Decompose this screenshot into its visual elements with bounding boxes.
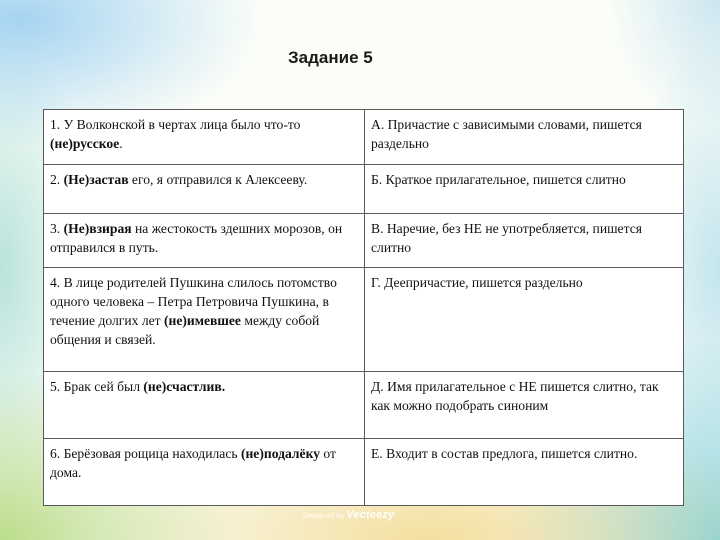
page-title: Задание 5 bbox=[288, 48, 373, 67]
table-row bbox=[44, 372, 684, 439]
table-row bbox=[44, 214, 684, 268]
highlighted-word: (не)счастлив. bbox=[143, 379, 226, 394]
task-table bbox=[43, 109, 684, 506]
highlighted-word: (не)подалёку bbox=[240, 446, 320, 461]
table-row bbox=[44, 268, 684, 372]
sentence-cell: 3. (Не)взирая на жестокость здешних морозов, он отправился в путь. bbox=[44, 214, 365, 268]
rule-cell: Е. Входит в состав предлога, пишется слитно. bbox=[365, 439, 684, 506]
sentence-cell: 1. У Волконской в чертах лица было что-то (не)русское. bbox=[44, 110, 365, 165]
rule-cell: Б. Краткое прилагательное, пишется слитно bbox=[365, 165, 684, 214]
sentence-cell: 2. (Не)застав его, я отправился к Алексееву. bbox=[44, 165, 365, 214]
rule-cell: Д. Имя прилагательное с НЕ пишется слитно, так как можно подобрать синоним bbox=[365, 372, 684, 439]
sentence-cell: 6. Берёзовая рощица находилась (не)подалёку от дома. bbox=[44, 439, 365, 506]
sentence-cell: 4. В лице родителей Пушкина слилось потомство одного человека – Петра Петровича Пушкина, в течение долгих лет (не)имевшее между собой общения и связей. bbox=[44, 268, 365, 372]
highlighted-word: (Не)застав bbox=[63, 172, 129, 187]
rule-cell: А. Причастие с зависимыми словами, пишется раздельно bbox=[365, 110, 684, 165]
table-row bbox=[44, 165, 684, 214]
sentence-cell: 5. Брак сей был (не)счастлив. bbox=[44, 372, 365, 439]
rule-cell: В. Наречие, без НЕ не употребляется, пишется слитно bbox=[365, 214, 684, 268]
rule-cell: Г. Деепричастие, пишется раздельно bbox=[365, 268, 684, 372]
highlighted-word: (не)имевшее bbox=[164, 313, 241, 328]
vecteezy-watermark: Designed by Vecteezy bbox=[303, 509, 395, 521]
table-row bbox=[44, 439, 684, 506]
table-row bbox=[44, 110, 684, 165]
highlighted-word: (не)русское bbox=[50, 136, 120, 151]
highlighted-word: (Не)взирая bbox=[63, 221, 132, 236]
